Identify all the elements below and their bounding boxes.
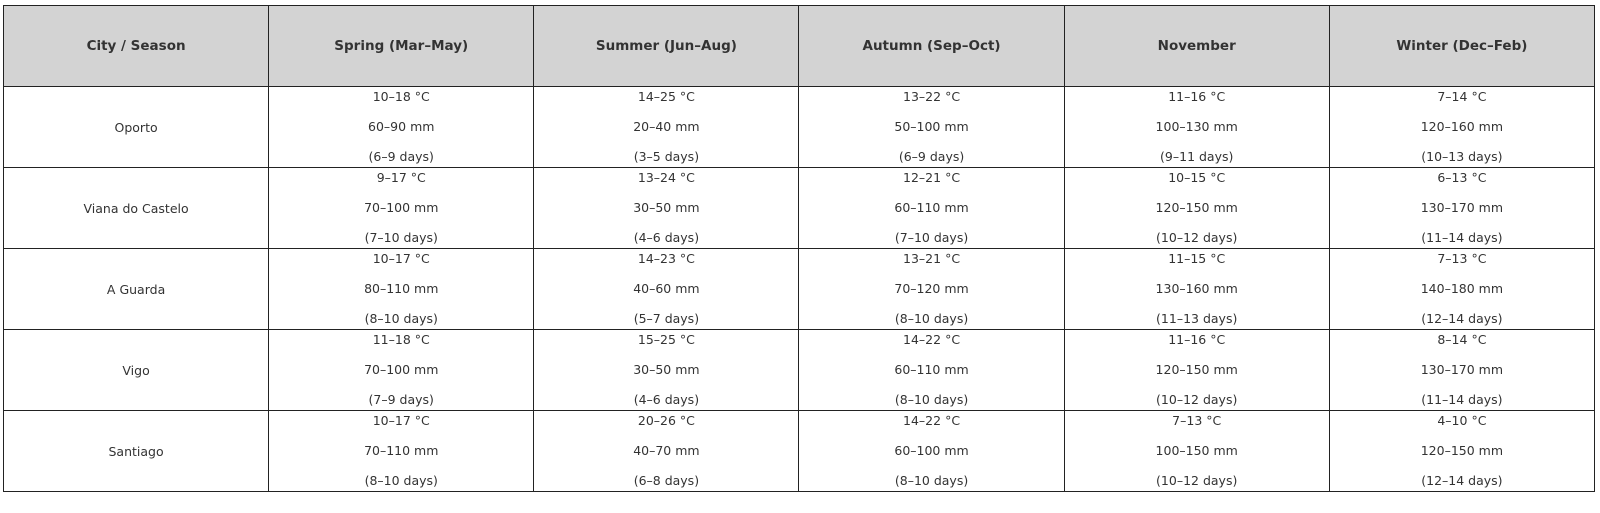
temperature-range: 13–21 °C [903,251,961,266]
season-cell-lines [1330,412,1594,490]
rain-days: (8–10 days) [364,311,438,326]
rainfall-range: 60–110 mm [894,362,969,377]
season-cell [1064,330,1329,411]
rainfall-range: 120–160 mm [1420,119,1504,134]
temperature-range: 7–13 °C [1172,413,1222,428]
season-cell [269,168,534,249]
temperature-range: 11–16 °C [1168,332,1226,347]
rain-days: (8–10 days) [894,473,969,488]
rainfall-range: 80–110 mm [364,281,439,296]
season-cell-lines [799,88,1063,166]
season-cell [1329,87,1594,168]
rainfall-range: 50–100 mm [894,119,969,134]
rainfall-range: 130–170 mm [1420,200,1504,215]
climate-table [3,5,1595,492]
rain-days: (6–8 days) [633,473,700,488]
rain-days: (4–6 days) [633,392,700,407]
season-cell-lines [1065,412,1329,490]
rainfall-range: 30–50 mm [633,200,700,215]
season-cell-lines [799,331,1063,409]
temperature-range: 10–17 °C [372,251,430,266]
season-cell [799,87,1064,168]
column-header: Winter (Dec–Feb) [1329,6,1594,87]
temperature-range: 12–21 °C [903,170,961,185]
rain-days: (6–9 days) [898,149,965,164]
season-cell-lines [534,250,798,328]
temperature-range: 14–23 °C [637,251,695,266]
rain-days: (12–14 days) [1421,311,1503,326]
city-cell: A Guarda [4,249,269,330]
season-cell [799,330,1064,411]
table-row [4,87,1595,168]
rain-days: (5–7 days) [633,311,700,326]
season-cell-lines [799,412,1063,490]
season-cell-lines [269,331,533,409]
season-cell [269,411,534,492]
rainfall-range: 100–130 mm [1155,119,1238,134]
column-header: Summer (Jun–Aug) [534,6,799,87]
season-cell-lines [269,250,533,328]
rainfall-range: 70–110 mm [364,443,439,458]
temperature-range: 8–14 °C [1437,332,1487,347]
season-cell-lines [269,412,533,490]
season-cell [799,249,1064,330]
temperature-range: 14–22 °C [903,332,961,347]
season-cell-lines [534,412,798,490]
season-cell-lines [269,88,533,166]
season-cell-lines [1330,88,1594,166]
season-cell-lines [1330,169,1594,247]
rainfall-range: 120–150 mm [1420,443,1504,458]
season-cell-lines [1065,88,1329,166]
rain-days: (7–9 days) [368,392,434,407]
season-cell [534,87,799,168]
temperature-range: 13–24 °C [637,170,695,185]
temperature-range: 9–17 °C [376,170,426,185]
temperature-range: 6–13 °C [1437,170,1487,185]
rainfall-range: 130–170 mm [1420,362,1504,377]
season-cell [1329,249,1594,330]
temperature-range: 11–16 °C [1168,89,1226,104]
temperature-range: 4–10 °C [1437,413,1487,428]
temperature-range: 10–15 °C [1168,170,1226,185]
season-cell [269,87,534,168]
table-row [4,168,1595,249]
rainfall-range: 70–100 mm [364,362,439,377]
rain-days: (11–13 days) [1156,311,1238,326]
rain-days: (9–11 days) [1160,149,1234,164]
season-cell [1064,249,1329,330]
rain-days: (7–10 days) [364,230,438,245]
season-cell [1329,330,1594,411]
rain-days: (8–10 days) [894,392,969,407]
season-cell [1329,411,1594,492]
season-cell [1329,168,1594,249]
temperature-range: 7–13 °C [1437,251,1487,266]
table-body [4,87,1595,492]
temperature-range: 20–26 °C [637,413,695,428]
rainfall-range: 130–160 mm [1155,281,1238,296]
season-cell-lines [534,331,798,409]
rain-days: (10–12 days) [1156,230,1238,245]
temperature-range: 10–18 °C [372,89,430,104]
temperature-range: 7–14 °C [1437,89,1487,104]
rainfall-range: 60–100 mm [894,443,969,458]
season-cell-lines [1330,250,1594,328]
rain-days: (4–6 days) [633,230,700,245]
season-cell-lines [534,88,798,166]
season-cell [1064,87,1329,168]
rainfall-range: 60–110 mm [894,200,969,215]
rain-days: (3–5 days) [633,149,700,164]
column-header: Spring (Mar–May) [269,6,534,87]
season-cell-lines [799,169,1063,247]
rainfall-range: 20–40 mm [633,119,700,134]
season-cell [534,168,799,249]
rain-days: (11–14 days) [1421,230,1503,245]
table-row [4,330,1595,411]
season-cell [534,330,799,411]
column-header: November [1064,6,1329,87]
rainfall-range: 70–100 mm [364,200,439,215]
column-header: Autumn (Sep–Oct) [799,6,1064,87]
rain-days: (7–10 days) [894,230,969,245]
rain-days: (12–14 days) [1421,473,1503,488]
season-cell [269,249,534,330]
temperature-range: 11–15 °C [1168,251,1226,266]
rainfall-range: 40–60 mm [633,281,700,296]
table-row [4,249,1595,330]
rain-days: (6–9 days) [368,149,434,164]
season-cell-lines [269,169,533,247]
season-cell-lines [1065,250,1329,328]
city-cell: Vigo [4,330,269,411]
season-cell-lines [534,169,798,247]
season-cell-lines [1065,169,1329,247]
rain-days: (8–10 days) [894,311,969,326]
season-cell [799,168,1064,249]
season-cell-lines [799,250,1063,328]
temperature-range: 14–25 °C [637,89,695,104]
rainfall-range: 30–50 mm [633,362,700,377]
season-cell [534,411,799,492]
season-cell-lines [1065,331,1329,409]
temperature-range: 11–18 °C [372,332,430,347]
temperature-range: 14–22 °C [903,413,961,428]
rainfall-range: 140–180 mm [1420,281,1504,296]
season-cell [1064,168,1329,249]
rainfall-range: 70–120 mm [894,281,969,296]
header-row [4,6,1595,87]
rainfall-range: 100–150 mm [1155,443,1238,458]
city-cell: Oporto [4,87,269,168]
season-cell-lines [1330,331,1594,409]
rain-days: (10–13 days) [1421,149,1503,164]
season-cell [1064,411,1329,492]
temperature-range: 10–17 °C [372,413,430,428]
season-cell [534,249,799,330]
rain-days: (10–12 days) [1156,392,1238,407]
temperature-range: 15–25 °C [637,332,695,347]
city-cell: Santiago [4,411,269,492]
temperature-range: 13–22 °C [903,89,961,104]
table-row [4,411,1595,492]
rain-days: (11–14 days) [1421,392,1503,407]
rainfall-range: 60–90 mm [368,119,435,134]
rainfall-range: 120–150 mm [1155,200,1238,215]
season-cell [269,330,534,411]
city-cell: Viana do Castelo [4,168,269,249]
rainfall-range: 40–70 mm [633,443,700,458]
season-cell [799,411,1064,492]
rainfall-range: 120–150 mm [1155,362,1238,377]
rain-days: (10–12 days) [1156,473,1238,488]
column-header: City / Season [4,6,269,87]
rain-days: (8–10 days) [364,473,438,488]
